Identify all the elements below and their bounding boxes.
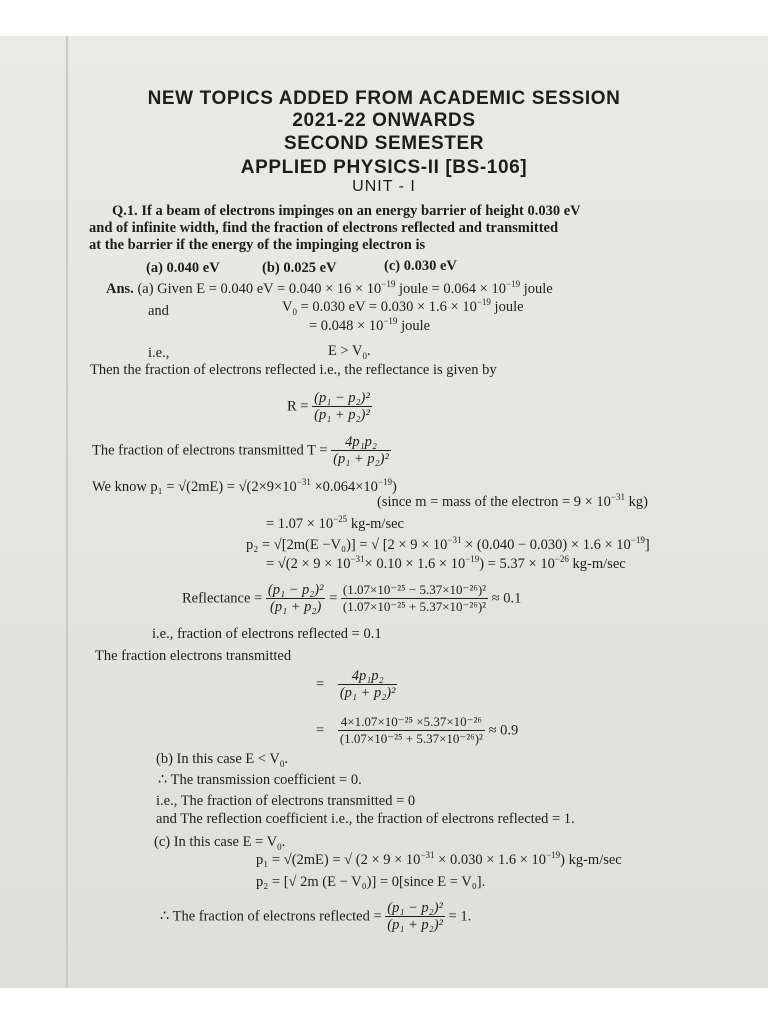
t-formula: The fraction of electrons transmitted T = $\frac{\text{4p₁p₂}}{\text{(p₁ + p₂)²}}$ (92, 434, 389, 467)
case-b: (b) In this case $E < V_0$. (156, 751, 289, 769)
option-b: (b) 0.025 eV (262, 260, 337, 276)
question-line-2: and of infinite width, find the fraction of electrons reflected and transmitted (89, 220, 559, 236)
e-gt-v0: $E > V_0$. (328, 343, 371, 361)
option-c: (c) 0.030 eV (384, 258, 457, 274)
answer-given-line (106, 281, 553, 297)
transmitted-heading: The fraction electrons transmitted (95, 648, 292, 664)
case-b-and: and The reflection coefficient i.e., the fraction of electrons reflected = 1. (156, 811, 575, 827)
p1-value: = $1.07 \times 10^{-25}$ kg-m/sec (266, 514, 404, 532)
and-label: and (148, 303, 169, 319)
case-b-ie: i.e., The fraction of electrons transmitted = 0 (156, 793, 416, 809)
given-energy: (a) Given E = 0.040 eV = $0.040 \times 16 \times 10^{-19}$ joule = $0.064 \times 10^{-19}$ joule (137, 279, 553, 297)
header-line-3: SECOND SEMESTER (283, 133, 485, 154)
case-b-transmission: ∴ The transmission coefficient = 0. (158, 772, 362, 788)
question-text-1: If a beam of electrons impinges on an energy barrier of height 0.030 eV (141, 203, 581, 219)
transmitted-formula-1: = $\frac{\text{4p₁p₂}}{\text{(p₁ + p₂)²}}$ (316, 668, 396, 701)
question-label: Q.1. (112, 203, 138, 219)
transmitted-formula-2: = $\frac{\text{4×1.07×10⁻²⁵ ×5.37×10⁻²⁶}}{\text{(1.07×10⁻²⁵ + 5.37×10⁻²⁶)²}}$ ≈ 0.9 (316, 714, 519, 746)
case-c-final: ∴ The fraction of electrons reflected = $\frac{\text{(p₁ − p₂)²}}{\text{(p₁ + p₂)²}}$ = 1. (160, 900, 472, 933)
header-line-4: APPLIED PHYSICS-II [BS-106] (240, 157, 528, 178)
question-line-3: at the barrier if the energy of the impinging electron is (89, 237, 426, 253)
since-m-note: (since m = mass of the electron = $9 \times 10^{-31}$ kg) (377, 492, 648, 510)
case-c: (c) In this case $E = V_0$. (154, 834, 286, 852)
p2-formula-2: = $√(2 \times 9 \times 10^{-31}\times 0.10 \times 1.6 \times 10^{-19}) = 5.37 \times 10^{-26}$ kg-m/sec (266, 554, 626, 572)
header-line-2: 2021-22 ONWARDS (292, 110, 476, 131)
r-formula: R = $\frac{\text{(p₁ − p₂)²}}{\text{(p₁ + p₂)²}}$ (287, 390, 370, 423)
reflectance-intro: Then the fraction of electrons reflected i.e., the reflectance is given by (90, 362, 497, 378)
question-line-1 (112, 203, 581, 219)
p2-formula-1: p₂ = √[2m(E −V₀)] = √ $[2 \times 9 \times 10^{-31} \times (0.040 - 0.030) \times 1.6 \times 10^{-19}]$ (246, 535, 650, 553)
answer-label: Ans. (106, 281, 134, 297)
reflected-fraction: i.e., fraction of electrons reflected = 0.1 (152, 626, 382, 642)
case-c-p2: p₂ = [√ 2m (E − V₀)] = 0[since E = V₀]. (256, 874, 486, 890)
case-c-p1: p₁ = √(2mE) = √ $(2 \times 9 \times 10^{-31} \times 0.030 \times 1.6 \times 10^{-19})$ kg-m/sec (256, 850, 622, 868)
unit-heading: UNIT - I (352, 178, 416, 195)
v0-equation-2: = $0.048 \times 10^{-19}$ joule (309, 316, 431, 334)
ie-label: i.e., (148, 345, 170, 361)
v0-equation: $V_0 = 0.030$ eV = $0.030 \times 1.6 \times 10^{-19}$ joule (282, 297, 524, 317)
reflectance-formula: Reflectance = $\frac{\text{(p₁ − p₂)²}}{\text{(p₁ + p₂)}}$ = $\frac{\text{(1.07×10⁻²⁵ − 5.37×10⁻²⁶)²}}{\text{(1.07×10⁻²⁵ + 5.37×10⁻²⁶)²}}$ ≈ 0.1 (182, 582, 522, 615)
option-a: (a) 0.040 eV (146, 260, 220, 276)
p1-formula: We know $p_1 = √(2mE) = √(2\times 9\times 10^{-31} \times 0.064\times 10^{-19})$ (92, 477, 397, 495)
header-line-1: NEW TOPICS ADDED FROM ACADEMIC SESSION (147, 88, 621, 109)
